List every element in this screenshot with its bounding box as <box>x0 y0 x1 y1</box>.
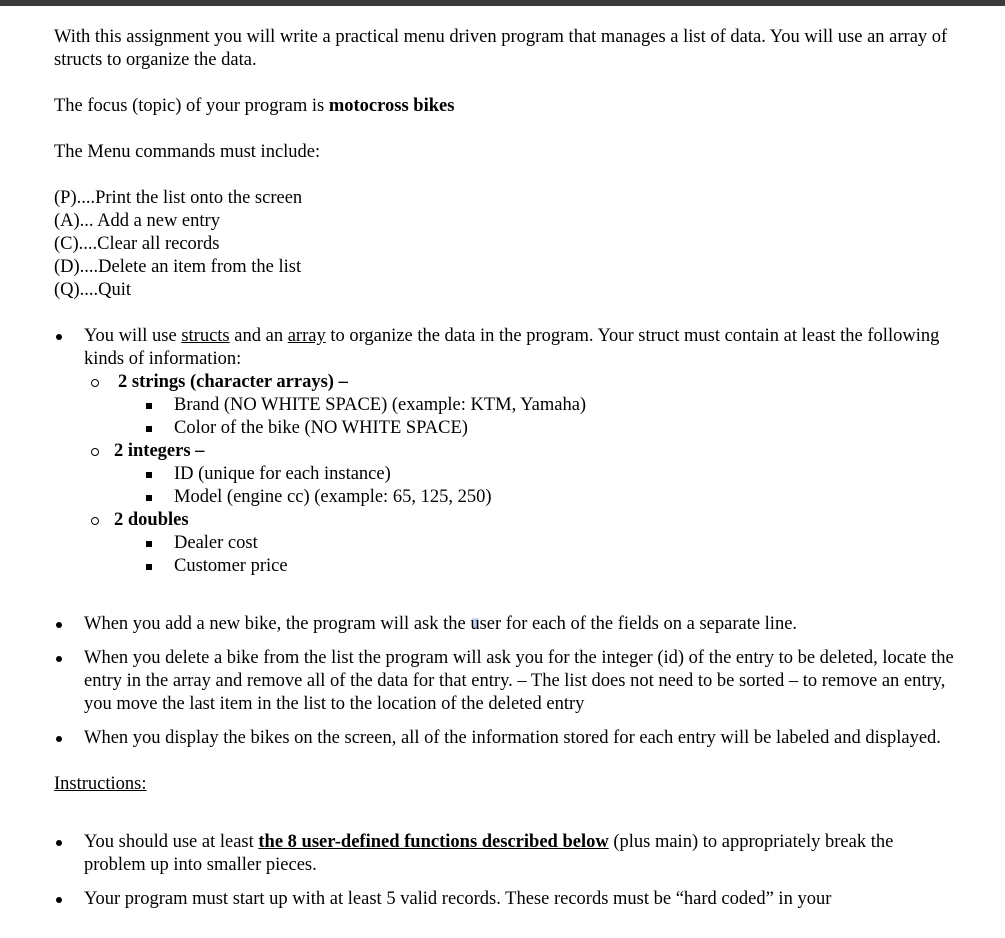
menu-title: The Menu commands must include: <box>54 142 321 162</box>
intro-paragraph: With this assignment you will write a practical menu driven program that manages a list of data. You will use an array of structs to organize the data. <box>54 27 948 70</box>
focus-paragraph <box>54 95 954 118</box>
bullet-functions <box>54 831 954 877</box>
field-dealer-cost-text: Dealer cost <box>174 533 258 553</box>
bullet-icon <box>56 622 62 628</box>
bullet-add-pre: When you add a new bike, the program will ask the <box>84 614 471 634</box>
bullet-add-post: for each of the fields on a separate line. <box>501 614 798 634</box>
array-link: array <box>287 326 326 346</box>
doubles-heading <box>54 509 954 532</box>
field-dealer-cost <box>54 532 954 555</box>
field-brand-text: Brand (NO WHITE SPACE) (example: KTM, Yamaha) <box>174 395 587 415</box>
bullet-functions-pre: You should use at least <box>84 832 259 852</box>
bullet-display-text: When you display the bikes on the screen, all of the information stored for each entry will be labeled and displayed. <box>84 728 941 748</box>
structs-link: structs <box>181 326 230 346</box>
menu-item-delete: (D)....Delete an item from the list <box>54 257 302 277</box>
document-page <box>54 26 954 911</box>
menu-item-clear: (C)....Clear all records <box>54 234 220 254</box>
focus-prefix: The focus (topic) of your program is <box>54 96 329 116</box>
bullet-add-bike <box>54 613 954 636</box>
field-color <box>54 417 954 440</box>
strings-heading-text: 2 strings (character arrays) – <box>118 372 348 392</box>
bullet-records-text: Your program must start up with at least 5 valid records. These records must be “hard coded” in your <box>84 889 832 909</box>
square-bullet-icon <box>146 403 152 409</box>
functions-emphasis: the 8 user-defined functions described below <box>258 832 609 852</box>
bullet-structs <box>54 325 954 371</box>
bullet-icon <box>56 334 62 340</box>
user-word: user <box>470 614 502 634</box>
square-bullet-icon <box>146 541 152 547</box>
circle-bullet-icon <box>91 379 99 387</box>
menu-item-print: (P)....Print the list onto the screen <box>54 188 303 208</box>
field-customer-price <box>54 555 954 578</box>
integers-heading-text: 2 integers – <box>114 441 205 461</box>
bullet-functions-post: (plus main) to appropriately break the problem up into smaller pieces. <box>84 832 894 875</box>
menu-item-add: (A)... Add a new entry <box>54 211 220 231</box>
menu-command-list <box>54 187 954 302</box>
bullet-display-bikes <box>54 727 954 750</box>
bullet-records <box>54 888 954 911</box>
bullet-delete-text: When you delete a bike from the list the program will ask you for the integer (id) of the entry to be deleted, locate the entry in the array and remove all of the data for that entry. – The list does not need to be sorted – to remove an entry, you move the last item in the list to the location of the deleted entry <box>84 648 954 714</box>
circle-bullet-icon <box>91 448 99 456</box>
field-brand <box>54 394 954 417</box>
menu-item-quit: (Q)....Quit <box>54 280 132 300</box>
square-bullet-icon <box>146 564 152 570</box>
window-top-bar <box>0 0 1005 6</box>
circle-bullet-icon <box>91 517 99 525</box>
bullet-icon <box>56 840 62 846</box>
instructions-heading-text: Instructions: <box>54 774 147 794</box>
bullet-structs-pre: You will use <box>84 326 182 346</box>
bullet-icon <box>56 656 62 662</box>
square-bullet-icon <box>146 472 152 478</box>
field-id <box>54 463 954 486</box>
field-id-text: ID (unique for each instance) <box>174 464 391 484</box>
field-model <box>54 486 954 509</box>
field-model-text: Model (engine cc) (example: 65, 125, 250) <box>174 487 492 507</box>
bullet-icon <box>56 736 62 742</box>
strings-heading <box>54 371 954 394</box>
focus-topic: motocross bikes <box>328 96 455 116</box>
field-customer-price-text: Customer price <box>174 556 288 576</box>
bullet-structs-mid: and an <box>229 326 288 346</box>
bullet-icon <box>56 897 62 903</box>
square-bullet-icon <box>146 426 152 432</box>
field-color-text: Color of the bike (NO WHITE SPACE) <box>174 418 468 438</box>
instructions-heading <box>54 773 954 796</box>
bullet-delete-bike <box>54 647 954 716</box>
doubles-heading-text: 2 doubles <box>114 510 189 530</box>
integers-heading <box>54 440 954 463</box>
bullet-structs-post: to organize the data in the program. Your struct must contain at least the following kinds of information: <box>84 326 940 369</box>
square-bullet-icon <box>146 495 152 501</box>
